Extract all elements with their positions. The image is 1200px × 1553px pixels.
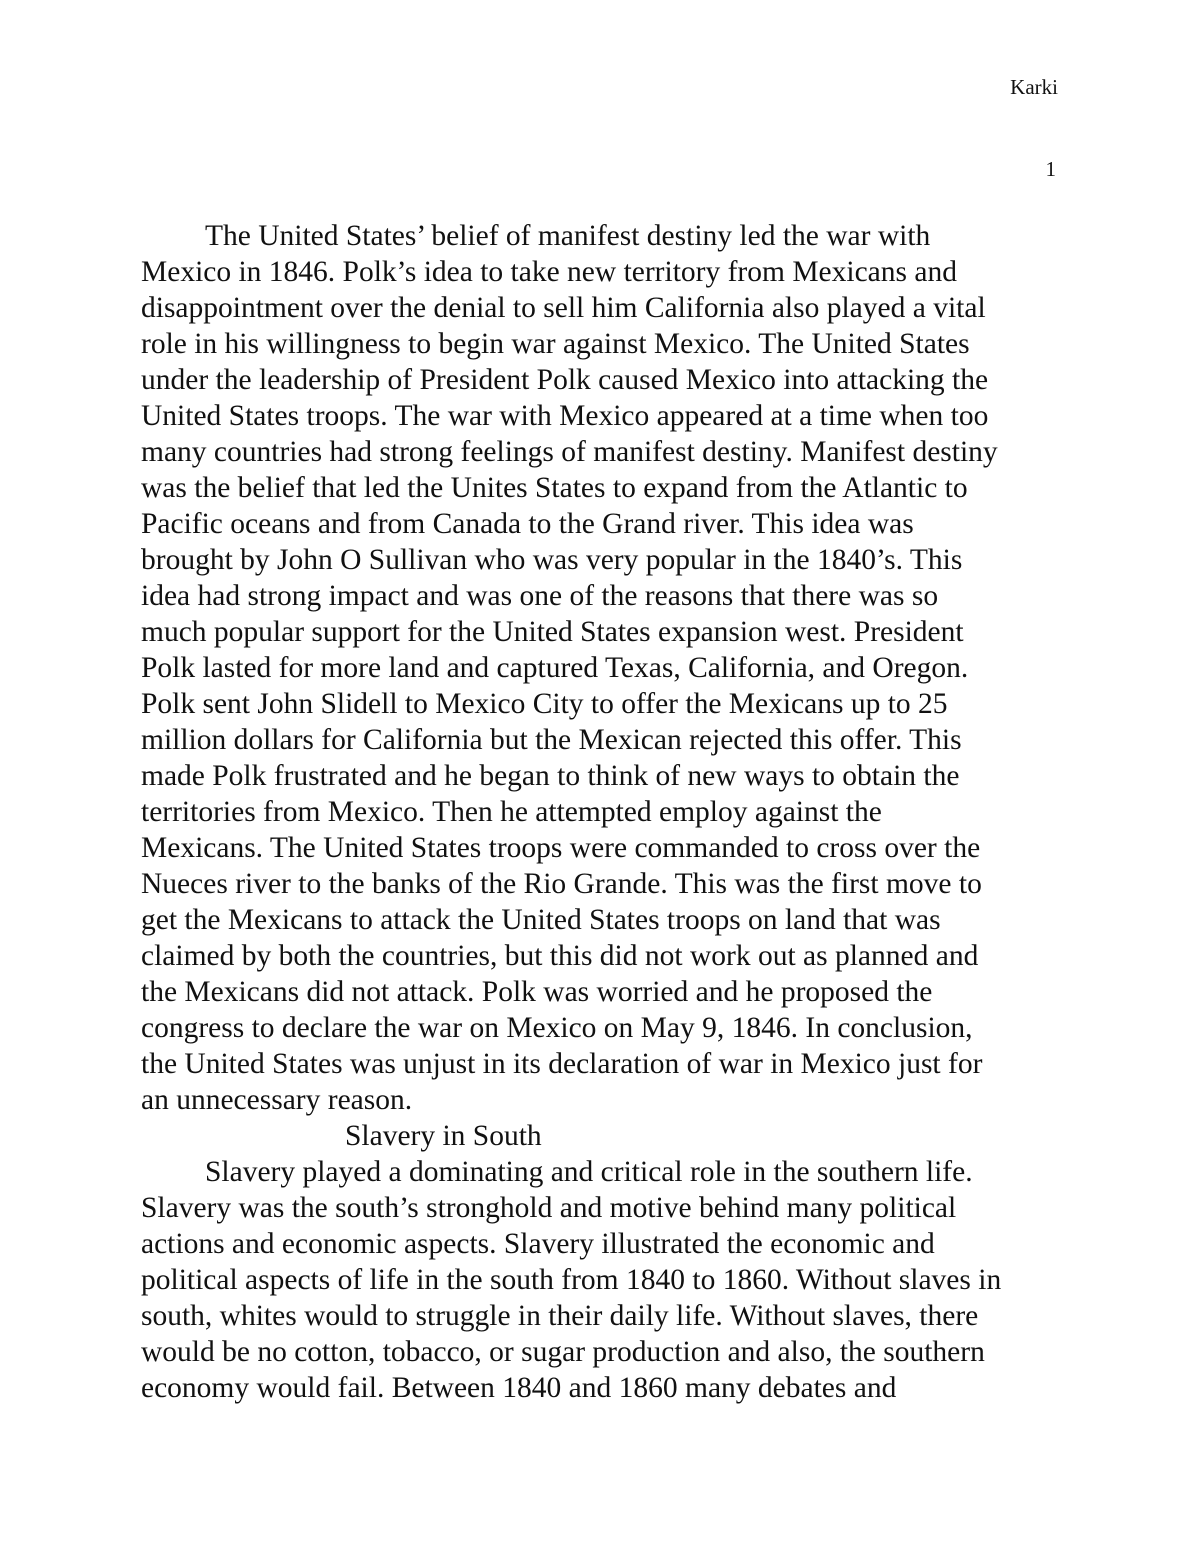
text-line: would be no cotton, tobacco, or sugar production and also, the southern	[141, 1336, 985, 1368]
text-line: Mexico in 1846. Polk’s idea to take new territory from Mexicans and	[141, 256, 957, 288]
text-line: Slavery was the south’s stronghold and motive behind many political	[141, 1192, 957, 1224]
text-line: an unnecessary reason.	[141, 1084, 413, 1116]
text-line: Polk sent John Slidell to Mexico City to offer the Mexicans up to 25	[141, 688, 948, 720]
body-text	[141, 218, 1061, 1406]
text-line: under the leadership of President Polk caused Mexico into attacking the	[141, 364, 989, 396]
text-line: actions and economic aspects. Slavery illustrated the economic and	[141, 1228, 935, 1260]
paragraph-slavery	[141, 1154, 1061, 1406]
text-line: Nueces river to the banks of the Rio Grande. This was the first move to	[141, 868, 982, 900]
text-line: territories from Mexico. Then he attempted employ against the	[141, 796, 882, 828]
text-line: the Mexicans did not attack. Polk was worried and he proposed the	[141, 976, 933, 1008]
text-line: claimed by both the countries, but this did not work out as planned and	[141, 940, 979, 972]
text-line: the United States was unjust in its declaration of war in Mexico just for	[141, 1048, 983, 1080]
text-line: million dollars for California but the Mexican rejected this offer. This	[141, 724, 962, 756]
text-line: Slavery played a dominating and critical role in the southern life.	[205, 1156, 973, 1188]
text-line: get the Mexicans to attack the United States troops on land that was	[141, 904, 941, 936]
paragraph-manifest-destiny	[141, 218, 1061, 1118]
text-line: The United States’ belief of manifest destiny led the war with	[205, 220, 931, 252]
text-line: much popular support for the United States expansion west. President	[141, 616, 964, 648]
text-line: Mexicans. The United States troops were commanded to cross over the	[141, 832, 981, 864]
text-line: idea had strong impact and was one of the reasons that there was so	[141, 580, 939, 612]
text-line: United States troops. The war with Mexico appeared at a time when too	[141, 400, 989, 432]
text-line: disappointment over the denial to sell him California also played a vital	[141, 292, 986, 324]
header-author: Karki	[1010, 75, 1058, 99]
text-line: many countries had strong feelings of manifest destiny. Manifest destiny	[141, 436, 998, 468]
text-line: role in his willingness to begin war against Mexico. The United States	[141, 328, 970, 360]
text-line: political aspects of life in the south from 1840 to 1860. Without slaves in	[141, 1264, 1002, 1296]
page-number: 1	[1045, 157, 1056, 181]
section-heading: Slavery in South	[345, 1120, 542, 1152]
text-line: Polk lasted for more land and captured Texas, California, and Oregon.	[141, 652, 969, 684]
text-line: congress to declare the war on Mexico on May 9, 1846. In conclusion,	[141, 1012, 973, 1044]
text-line: brought by John O Sullivan who was very popular in the 1840’s. This	[141, 544, 963, 576]
text-line: was the belief that led the Unites States to expand from the Atlantic to	[141, 472, 968, 504]
text-line: Pacific oceans and from Canada to the Grand river. This idea was	[141, 508, 914, 540]
text-line: south, whites would to struggle in their daily life. Without slaves, there	[141, 1300, 979, 1332]
text-line: economy would fail. Between 1840 and 1860 many debates and	[141, 1372, 897, 1404]
text-line: made Polk frustrated and he began to think of new ways to obtain the	[141, 760, 960, 792]
